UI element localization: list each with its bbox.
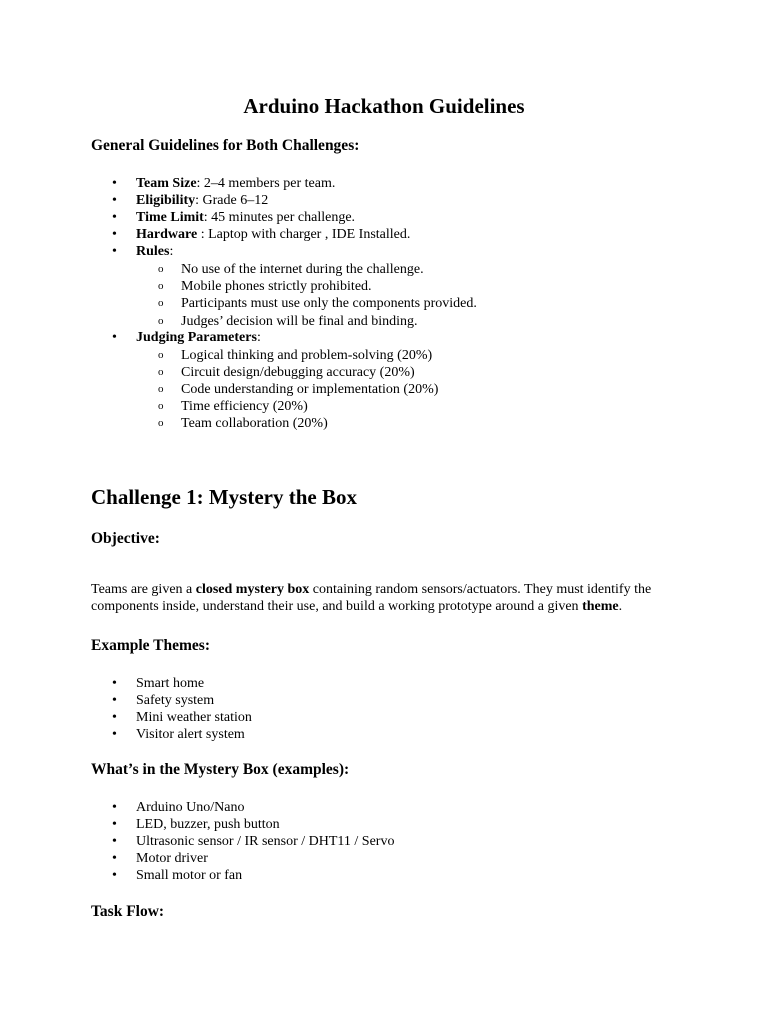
bullet-icon: •: [112, 176, 117, 191]
general-guidelines-heading: General Guidelines for Both Challenges:: [91, 137, 360, 154]
rule-item: Mobile phones strictly prohibited.: [181, 279, 372, 294]
objective-heading: Objective:: [91, 530, 160, 547]
bullet-icon: •: [112, 330, 117, 345]
judging-item: Code understanding or implementation (20%): [181, 382, 439, 397]
bullet-icon: •: [112, 210, 117, 225]
bullet-icon: •: [112, 710, 117, 725]
bullet-icon: •: [112, 800, 117, 815]
bullet-icon: •: [112, 227, 117, 242]
bullet-icon: •: [112, 817, 117, 832]
box-item: Small motor or fan: [136, 868, 243, 883]
bullet-icon: •: [112, 693, 117, 708]
list-item-hardware: Hardware : Laptop with charger , IDE Installed.: [136, 227, 411, 242]
list-item-judging-parameters: Judging Parameters:: [136, 330, 261, 345]
box-item: Motor driver: [136, 851, 208, 866]
sub-bullet-icon: o: [158, 349, 164, 361]
theme-item: Smart home: [136, 676, 205, 691]
list-item-team-size: Team Size: 2–4 members per team.: [136, 176, 336, 191]
judging-item: Team collaboration (20%): [181, 416, 328, 431]
bullet-icon: •: [112, 727, 117, 742]
sub-bullet-icon: o: [158, 315, 164, 327]
list-item-eligibility: Eligibility: Grade 6–12: [136, 193, 269, 208]
box-item: LED, buzzer, push button: [136, 817, 280, 832]
theme-item: Mini weather station: [136, 710, 252, 725]
sub-bullet-icon: o: [158, 383, 164, 395]
sub-bullet-icon: o: [158, 297, 164, 309]
challenge-1-heading: Challenge 1: Mystery the Box: [91, 485, 357, 509]
example-themes-heading: Example Themes:: [91, 637, 210, 654]
list-item-time-limit: Time Limit: 45 minutes per challenge.: [136, 210, 356, 225]
sub-bullet-icon: o: [158, 263, 164, 275]
bullet-icon: •: [112, 851, 117, 866]
box-item: Arduino Uno/Nano: [136, 800, 245, 815]
sub-bullet-icon: o: [158, 280, 164, 292]
bullet-icon: •: [112, 868, 117, 883]
sub-bullet-icon: o: [158, 417, 164, 429]
judging-item: Time efficiency (20%): [181, 399, 308, 414]
bullet-icon: •: [112, 244, 117, 259]
bullet-icon: •: [112, 834, 117, 849]
sub-bullet-icon: o: [158, 400, 164, 412]
mystery-box-heading: What’s in the Mystery Box (examples):: [91, 761, 350, 778]
theme-item: Safety system: [136, 693, 215, 708]
rule-item: No use of the internet during the challenge.: [181, 262, 424, 277]
task-flow-heading: Task Flow:: [91, 903, 165, 920]
box-item: Ultrasonic sensor / IR sensor / DHT11 / Servo: [136, 834, 395, 849]
theme-item: Visitor alert system: [136, 727, 245, 742]
sub-bullet-icon: o: [158, 366, 164, 378]
judging-item: Logical thinking and problem-solving (20%): [181, 348, 433, 363]
rule-item: Judges’ decision will be final and binding.: [181, 314, 418, 329]
bullet-icon: •: [112, 676, 117, 691]
judging-item: Circuit design/debugging accuracy (20%): [181, 365, 415, 380]
bullet-icon: •: [112, 193, 117, 208]
objective-paragraph: Teams are given a closed mystery box containing random sensors/actuators. They must identify the components inside, understand their use, and build a working prototype around a given theme.: [91, 582, 652, 614]
rule-item: Participants must use only the components provided.: [181, 296, 477, 311]
document-title: Arduino Hackathon Guidelines: [243, 94, 525, 118]
list-item-rules: Rules:: [136, 244, 174, 259]
